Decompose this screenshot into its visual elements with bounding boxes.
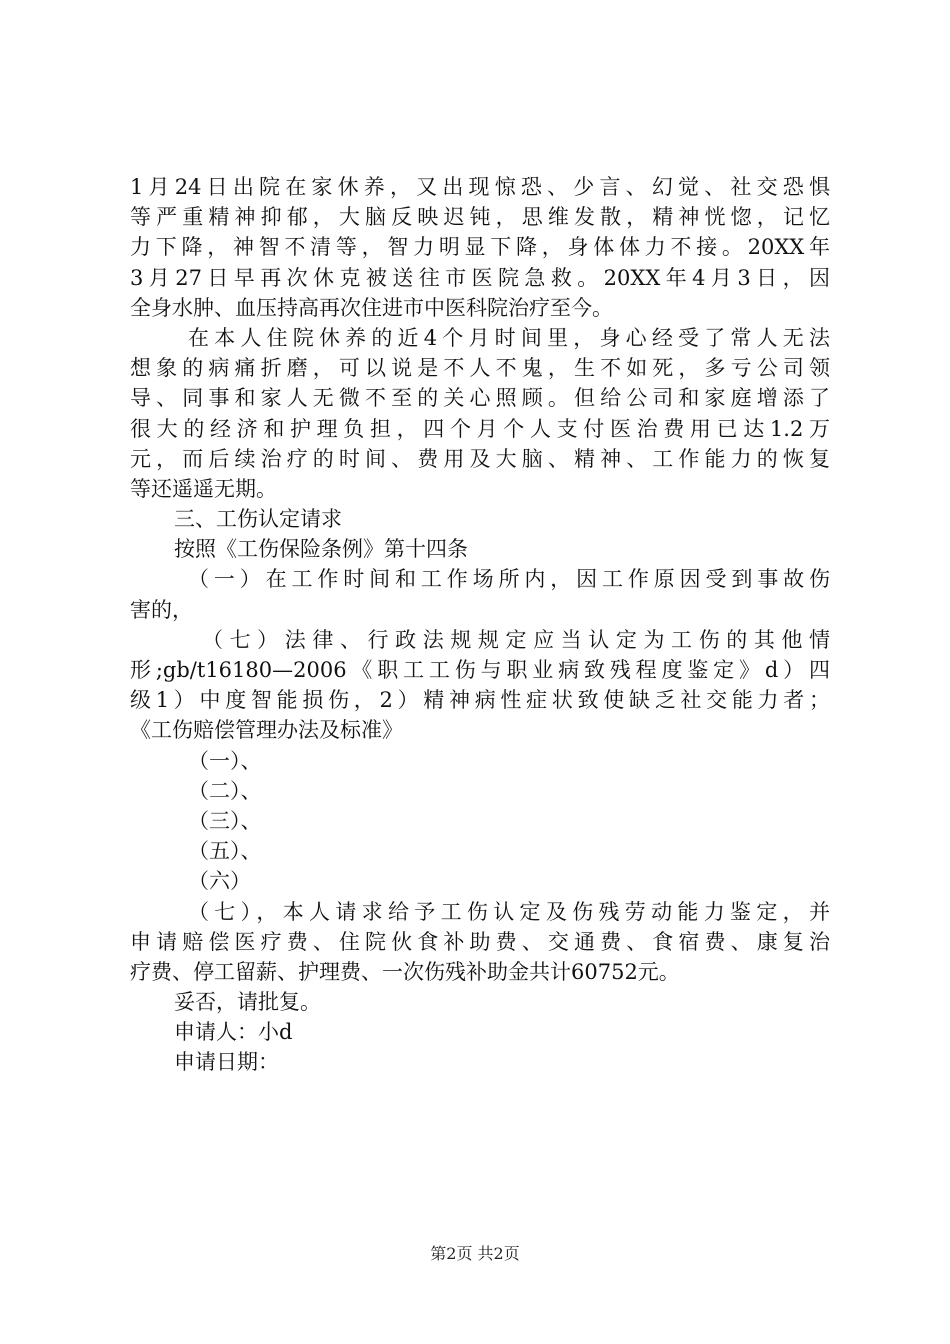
- application-date-line: 申请日期：: [174, 1050, 279, 1075]
- document-body: [130, 172, 830, 1078]
- text-line: 力下降，神智不清等，智力明显下降，身体体力不接。20XX年: [130, 235, 830, 260]
- text-line: 害的，: [130, 597, 193, 622]
- text-line: 1月24日出院在家休养，又出现惊恐、少言、幻觉、社交恐惧: [130, 175, 830, 199]
- text-line: （七）法律、行政法规规定应当认定为工伤的其他情: [202, 627, 830, 652]
- text-line: 按照《工伤保险条例》第十四条: [174, 537, 468, 562]
- page-footer: 第2页 共2页: [430, 1244, 520, 1263]
- list-item: （三）、: [188, 808, 262, 833]
- text-line: 在本人住院休养的近4个月时间里，身心经受了常人无法: [188, 325, 830, 350]
- text-line: 等还遥遥无期。: [130, 476, 277, 501]
- text-line: 全身水肿、血压持高再次住进市中医科院治疗至今。: [130, 295, 613, 320]
- list-item: （一）、: [188, 748, 262, 773]
- text-line: （七），本人请求给予工伤认定及伤残劳动能力鉴定，并: [188, 899, 830, 924]
- text-line: 元，而后续治疗的时间、费用及大脑、精神、工作能力的恢复: [130, 446, 830, 471]
- text-line: 3月27日早再次休克被送往市医院急救。20XX年4月3日，因: [130, 265, 830, 290]
- section-heading: 三、工伤认定请求: [174, 507, 342, 532]
- text-line: 疗费、停工留薪、护理费、一次伤残补助金共计60752元。: [130, 959, 680, 984]
- text-line: 《工伤赔偿管理办法及标准》: [130, 718, 403, 743]
- list-item: （二）、: [188, 778, 262, 803]
- text-line: 等严重精神抑郁，大脑反映迟钝，思维发散，精神恍惚，记忆: [130, 205, 830, 230]
- list-item: （五）、: [188, 839, 262, 864]
- text-line: 妥否，请批复。: [174, 990, 321, 1015]
- text-line: （一）在工作时间和工作场所内，因工作原因受到事故伤: [188, 567, 830, 592]
- text-line: 导、同事和家人无微不至的关心照顾。但给公司和家庭增添了: [130, 386, 830, 411]
- text-line: 形;gb/t16180—2006《职工工伤与职业病致残程度鉴定》d）四: [130, 658, 830, 682]
- text-line: 很大的经济和护理负担，四个月个人支付医治费用已达1.2万: [130, 416, 830, 441]
- text-line: 想象的病痛折磨，可以说是不人不鬼，生不如死，多亏公司领: [130, 356, 830, 381]
- list-item: （六）: [188, 869, 251, 894]
- text-line: 级1）中度智能损伤，2）精神病性症状致使缺乏社交能力者；: [130, 688, 830, 713]
- applicant-line: 申请人：小d: [174, 1020, 293, 1045]
- text-line: 申请赔偿医疗费、住院伙食补助费、交通费、食宿费、康复治: [130, 929, 830, 954]
